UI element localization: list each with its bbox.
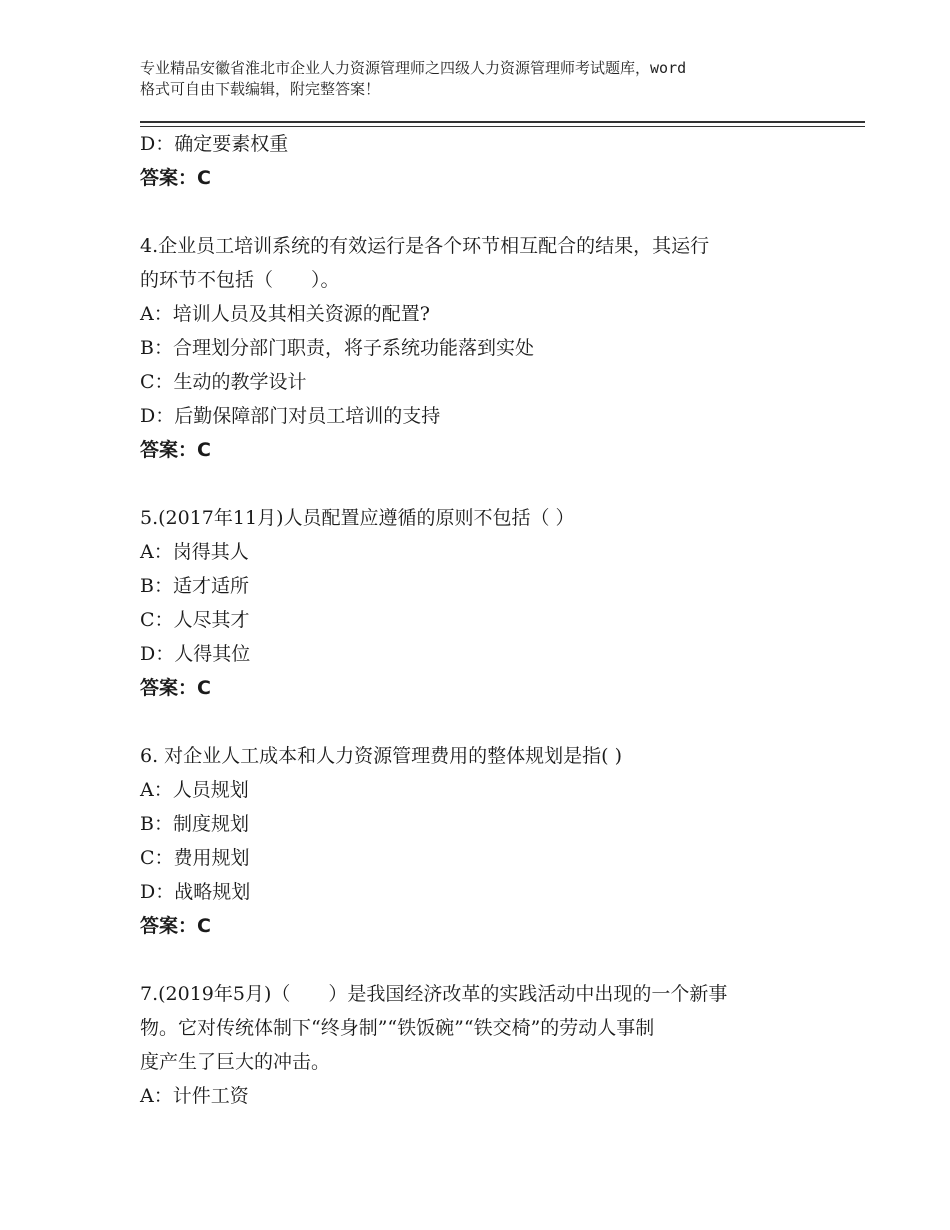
option-line: A：培训人员及其相关资源的配置? [140,303,430,325]
option-line: D：战略规划 [140,881,251,903]
block-spacer [140,467,810,501]
option-line: C：人尽其才 [140,609,250,631]
question-block [140,127,810,195]
answer-line: 答案：C [140,915,211,937]
option-line: D：人得其位 [140,643,251,665]
question-stem-line: 5.(2017年11月)人员配置应遵循的原则不包括（ ） [140,507,575,529]
question-block [140,501,810,705]
question-stem-line: 4.企业员工培训系统的有效运行是各个环节相互配合的结果，其运行 [140,235,710,257]
header-line-1: 专业精品安徽省淮北市企业人力资源管理师之四级人力资源管理师考试题库，word [140,59,687,77]
question-stem-line: 物。它对传统体制下“终身制”“铁饭碗”“铁交椅”的劳动人事制 [140,1017,655,1039]
question-stem-line: 的环节不包括（ ）。 [140,269,340,291]
answer-line: 答案：C [140,439,211,461]
option-line: C：生动的教学设计 [140,371,307,393]
option-line: B：适才适所 [140,575,249,597]
option-line: B：合理划分部门职责，将子系统功能落到实处 [140,337,534,359]
question-block [140,229,810,467]
block-spacer [140,195,810,229]
question-stem-line: 度产生了巨大的冲击。 [140,1051,331,1073]
block-spacer [140,705,810,739]
question-stem-line: 7.(2019年5月)（ ）是我国经济改革的实践活动中出现的一个新事 [140,983,728,1005]
option-line: A：岗得其人 [140,541,249,563]
header-line-2: 格式可自由下载编辑，附完整答案！ [140,80,381,98]
answer-line: 答案：C [140,677,211,699]
option-line: D：确定要素权重 [140,133,289,155]
question-content [140,127,810,1113]
block-spacer [140,943,810,977]
option-line: D：后勤保障部门对员工培训的支持 [140,405,441,427]
option-line: C：费用规划 [140,847,250,869]
page-header [140,58,830,100]
answer-line: 答案：C [140,167,211,189]
option-line: A：计件工资 [140,1085,249,1107]
option-line: A：人员规划 [140,779,249,801]
question-stem-line: 6. 对企业人工成本和人力资源管理费用的整体规划是指( ) [140,745,623,767]
question-block [140,977,810,1113]
option-line: B：制度规划 [140,813,249,835]
header-rule-thick [140,121,865,123]
question-block [140,739,810,943]
